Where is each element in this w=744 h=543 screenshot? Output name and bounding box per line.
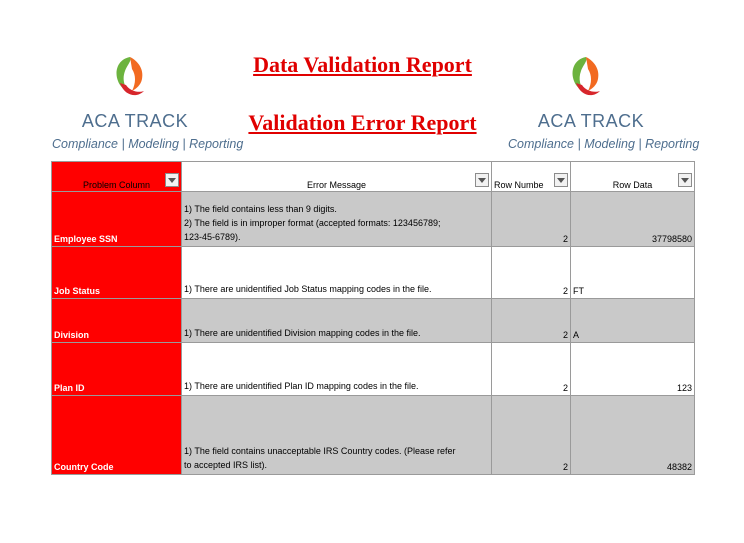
logo-tagline: Compliance | Modeling | Reporting	[52, 137, 244, 151]
problem-column-cell[interactable]: Job Status	[52, 247, 182, 299]
problem-column-cell[interactable]: Country Code	[52, 396, 182, 475]
row-data-cell[interactable]: 37798580	[571, 192, 695, 247]
row-data-cell[interactable]: FT	[571, 247, 695, 299]
row-number-cell[interactable]: 2	[492, 299, 571, 343]
error-message-cell[interactable]	[182, 299, 492, 343]
table-row	[52, 192, 695, 247]
row-data-cell[interactable]: 48382	[571, 396, 695, 475]
table-row	[52, 299, 695, 343]
header-row-data	[571, 162, 695, 192]
error-message-line: 123-45-6789).	[184, 232, 241, 242]
header-label: Row Numbe	[494, 180, 544, 190]
error-message-cell[interactable]	[182, 192, 492, 247]
filter-dropdown-icon[interactable]	[165, 173, 179, 187]
table-row	[52, 247, 695, 299]
header-problem-column	[52, 162, 182, 192]
header-label: Row Data	[612, 180, 653, 190]
header-error-message	[182, 162, 492, 192]
logo-tagline: Compliance | Modeling | Reporting	[508, 137, 700, 151]
aca-track-logo-right	[506, 53, 700, 153]
problem-column-cell[interactable]: Employee SSN	[52, 192, 182, 247]
logo-name: ACA TRACK	[81, 111, 189, 131]
table-header-row	[52, 162, 695, 192]
problem-column-cell[interactable]: Division	[52, 299, 182, 343]
header-row-number	[492, 162, 571, 192]
logo-name: ACA TRACK	[537, 111, 645, 131]
logo-mark-icon	[566, 53, 606, 103]
error-message-cell[interactable]	[182, 396, 492, 475]
error-message-line: 2) The field is in improper format (accepted formats: 123456789;	[184, 218, 441, 228]
error-message-line: to accepted IRS list).	[184, 460, 268, 470]
error-message-line: 1) There are unidentified Plan ID mapping codes in the file.	[184, 381, 419, 391]
filter-dropdown-icon[interactable]	[554, 173, 568, 187]
filter-dropdown-icon[interactable]	[678, 173, 692, 187]
row-data-cell[interactable]: 123	[571, 343, 695, 396]
table-row	[52, 396, 695, 475]
header-label: Problem Column	[82, 180, 151, 190]
error-message-line: 1) The field contains less than 9 digits.	[184, 204, 337, 214]
problem-column-cell[interactable]: Plan ID	[52, 343, 182, 396]
report-title: Data Validation Report	[253, 52, 472, 77]
row-number-cell[interactable]: 2	[492, 247, 571, 299]
filter-dropdown-icon[interactable]	[475, 173, 489, 187]
row-number-cell[interactable]: 2	[492, 396, 571, 475]
error-message-cell[interactable]	[182, 343, 492, 396]
row-number-cell[interactable]: 2	[492, 192, 571, 247]
row-number-cell[interactable]: 2	[492, 343, 571, 396]
validation-error-table	[51, 161, 695, 475]
row-data-cell[interactable]: A	[571, 299, 695, 343]
error-message-line: 1) There are unidentified Job Status mapping codes in the file.	[184, 284, 432, 294]
report-subtitle: Validation Error Report	[248, 110, 477, 135]
logo-mark-icon	[110, 53, 150, 103]
table-row	[52, 343, 695, 396]
error-message-line: 1) The field contains unacceptable IRS Country codes. (Please refer	[184, 446, 456, 456]
aca-track-logo-left	[50, 53, 244, 153]
error-message-line: 1) There are unidentified Division mapping codes in the file.	[184, 328, 421, 338]
header-label: Error Message	[306, 180, 367, 190]
error-message-cell[interactable]	[182, 247, 492, 299]
